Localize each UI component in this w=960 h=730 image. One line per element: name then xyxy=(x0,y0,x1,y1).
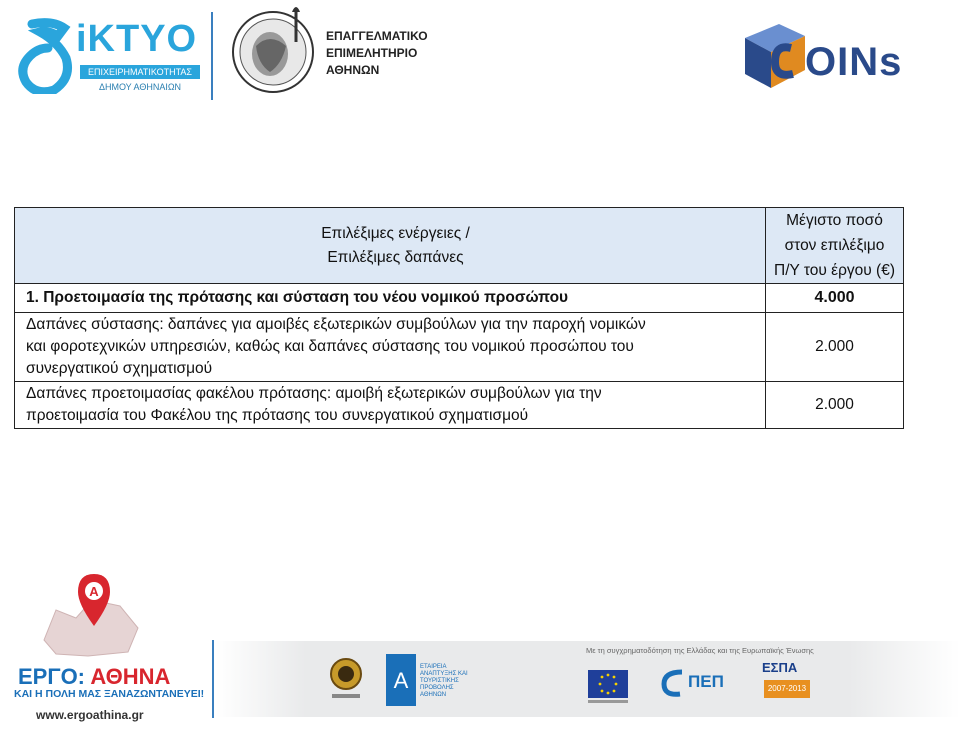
section-amount: 4.000 xyxy=(766,284,904,313)
ergo-title-b: ΑΘΗΝΑ xyxy=(90,664,171,689)
coins-word: OINs xyxy=(805,40,903,84)
map-pin-icon xyxy=(36,570,146,660)
row-2-line-1: Δαπάνες προετοιμασίας φακέλου πρότασης: αμοιβή εξωτερικών συμβούλων για την xyxy=(26,385,602,402)
emblem-icon xyxy=(326,652,366,704)
svg-text:A: A xyxy=(89,584,99,599)
cofund-text: Με τη συγχρηματοδότηση της Ελλάδας και της Ευρωπαϊκής Ένωσης xyxy=(586,646,814,655)
header-eligible-actions xyxy=(15,208,766,284)
diktyo-logo xyxy=(14,12,204,97)
row-1-line-1: Δαπάνες σύστασης: δαπάνες για αμοιβές εξωτερικών συμβούλων για την παροχή νομικών xyxy=(26,316,646,333)
row-2-line-2: προετοιμασία του Φακέλου της πρότασης του συνεργατικού σχηματισμού xyxy=(26,407,529,424)
espa-logo xyxy=(756,660,814,708)
header-right-line-3: Π/Υ του έργου (€) xyxy=(774,262,895,279)
header-right-line-1: Μέγιστο ποσό xyxy=(786,212,883,229)
ergo-subtitle: ΚΑΙ Η ΠΟΛΗ ΜΑΣ ΞΑΝΑΖΩΝΤΑΝΕΥΕΙ! xyxy=(14,688,205,700)
row-description xyxy=(15,313,766,382)
table-row xyxy=(15,382,904,429)
ergo-title xyxy=(18,664,170,690)
eu-flag-icon xyxy=(588,666,628,706)
athena-text: ΕΤΑΙΡΕΙΑ ΑΝΑΠΤΥΞΗΣ ΚΑΙ ΤΟΥΡΙΣΤΙΚΗΣ ΠΡΟΒΟΛΗΣ ΑΘΗΝΩΝ xyxy=(420,664,468,698)
footer-divider xyxy=(212,640,214,718)
header-right-line-2: στον επιλέξιμο xyxy=(784,237,885,254)
chamber-line-2: ΕΠΙΜΕΛΗΤΗΡΙΟ xyxy=(326,46,418,60)
ergo-title-a: ΕΡΓΟ: xyxy=(18,664,91,689)
espa-years: 2007-2013 xyxy=(764,680,810,698)
coins-cube-icon xyxy=(735,18,815,93)
table-header-row xyxy=(15,208,904,284)
espa-word: ΕΣΠΑ xyxy=(762,660,798,675)
delta-icon xyxy=(18,18,80,94)
budget-table xyxy=(14,207,904,429)
diktyo-sub-text: ΔΗΜΟΥ ΑΘΗΝΑΙΩΝ xyxy=(98,82,182,92)
section-row xyxy=(15,284,904,313)
header-max-amount xyxy=(766,208,904,284)
row-description xyxy=(15,382,766,429)
pep-word: ΠΕΠ xyxy=(688,672,724,691)
header-left-line-1: Επιλέξιμες ενέργειες / xyxy=(321,224,470,242)
header-left-line-2: Επιλέξιμες δαπάνες xyxy=(327,248,464,266)
coins-logo xyxy=(735,18,940,93)
pep-logo xyxy=(660,664,730,704)
ergo-url: www.ergoathina.gr xyxy=(36,708,144,722)
row-amount: 2.000 xyxy=(766,313,904,382)
row-amount: 2.000 xyxy=(766,382,904,429)
chamber-line-1: ΕΠΑΓΓΕΛΜΑΤΙΚΟ xyxy=(326,29,428,43)
diktyo-bar-text: ΕΠΙΧΕΙΡΗΜΑΤΙΚΟΤΗΤΑΣ xyxy=(80,65,200,79)
header-divider xyxy=(211,12,213,100)
athena-mark-icon xyxy=(386,654,416,706)
diktyo-word: iKTYO xyxy=(76,18,198,60)
svg-text:Α: Α xyxy=(393,668,409,693)
pep-swirl-icon xyxy=(660,668,686,698)
section-label: 1. Προετοιμασία της πρότασης και σύσταση του νέου νομικού προσώπου xyxy=(15,284,766,313)
row-1-line-3: συνεργατικού σχηματισμού xyxy=(26,360,213,377)
chamber-seal-icon xyxy=(228,2,318,98)
table-row xyxy=(15,313,904,382)
chamber-name xyxy=(326,28,428,79)
row-1-line-2: και φοροτεχνικών υπηρεσιών, καθώς και δαπάνες σύστασης του νομικού προσώπου του xyxy=(26,338,634,355)
chamber-line-3: ΑΘΗΝΩΝ xyxy=(326,63,380,77)
athena-logo xyxy=(386,654,480,706)
